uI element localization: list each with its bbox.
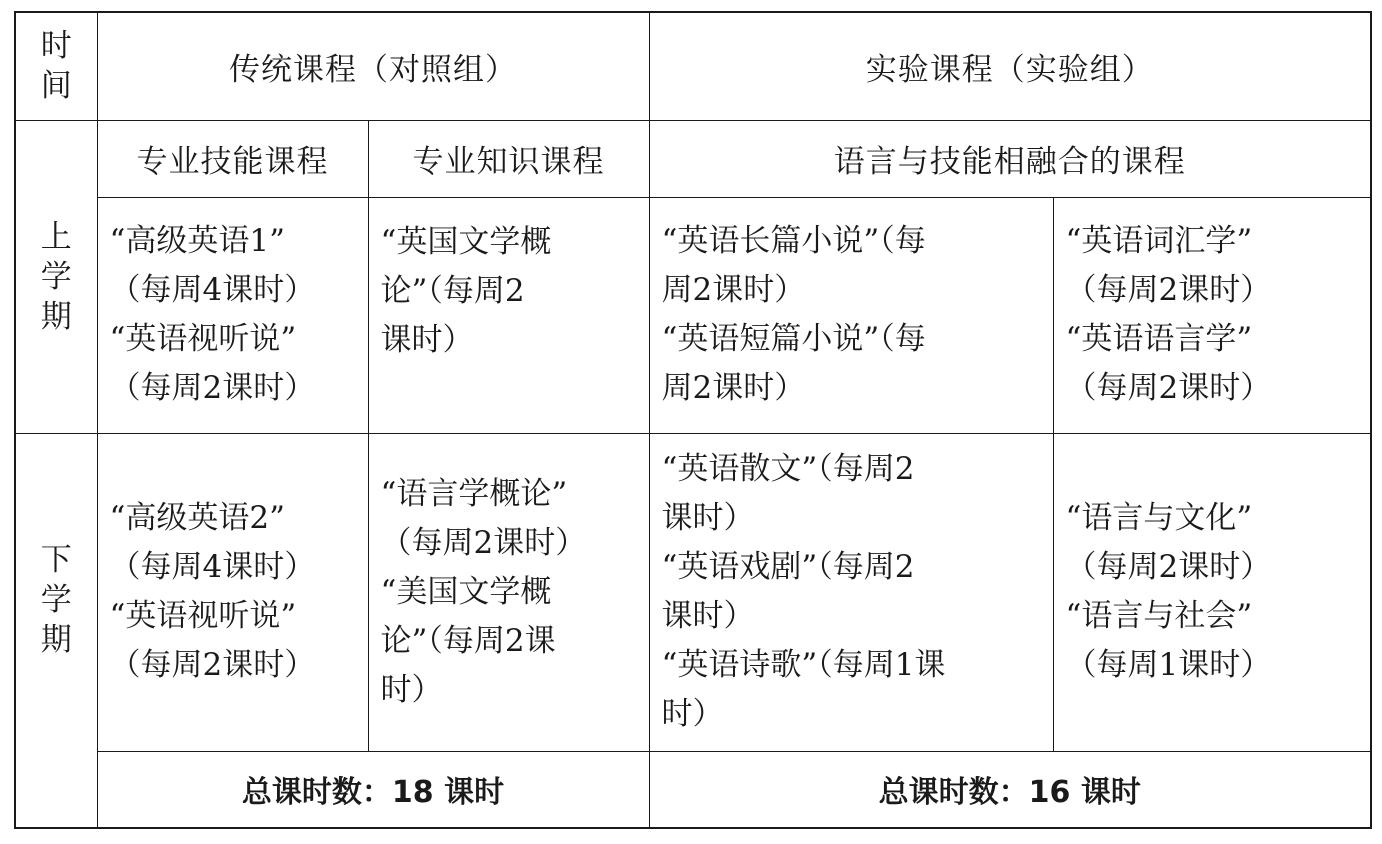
first-semester-literature-cell: “英语长篇小说”（每 周2课时） “英语短篇小说”（每 周2课时）	[649, 197, 1053, 433]
control-group-header: 传统课程（对照组）	[97, 12, 649, 120]
knowledge-course-header: 专业知识课程	[368, 120, 649, 197]
first-semester-label: 上 学 期	[15, 120, 97, 433]
second-semester-row	[15, 433, 1371, 751]
second-semester-label: 下 学 期	[15, 433, 97, 828]
header-row	[15, 12, 1371, 120]
control-total-hours: 总课时数：18 课时	[97, 751, 649, 828]
integrated-course-header: 语言与技能相融合的课程	[649, 120, 1371, 197]
first-semester-knowledge-cell: “英国文学概 论”（每周2 课时）	[368, 197, 649, 433]
first-semester-linguistics-cell: “英语词汇学” （每周2课时） “英语语言学” （每周2课时）	[1053, 197, 1371, 433]
time-header: 时 间	[15, 12, 97, 120]
subheader-row	[15, 120, 1371, 197]
totals-row	[15, 751, 1371, 828]
skills-course-header: 专业技能课程	[97, 120, 368, 197]
second-semester-linguistics-cell: “语言与文化” （每周2课时） “语言与社会” （每周1课时）	[1053, 433, 1371, 751]
second-semester-knowledge-cell: “语言学概论” （每周2课时） “美国文学概 论”（每周2课 时）	[368, 433, 649, 751]
second-semester-skills-cell: “高级英语2” （每周4课时） “英语视听说” （每周2课时）	[97, 433, 368, 751]
experimental-total-hours: 总课时数：16 课时	[649, 751, 1371, 828]
experimental-group-header: 实验课程（实验组）	[649, 12, 1371, 120]
first-semester-skills-cell: “高级英语1” （每周4课时） “英语视听说” （每周2课时）	[97, 197, 368, 433]
first-semester-row	[15, 197, 1371, 433]
curriculum-comparison-table	[14, 11, 1372, 829]
second-semester-literature-cell: “英语散文”（每周2 课时） “英语戏剧”（每周2 课时） “英语诗歌”（每周1课 时）	[649, 433, 1053, 751]
